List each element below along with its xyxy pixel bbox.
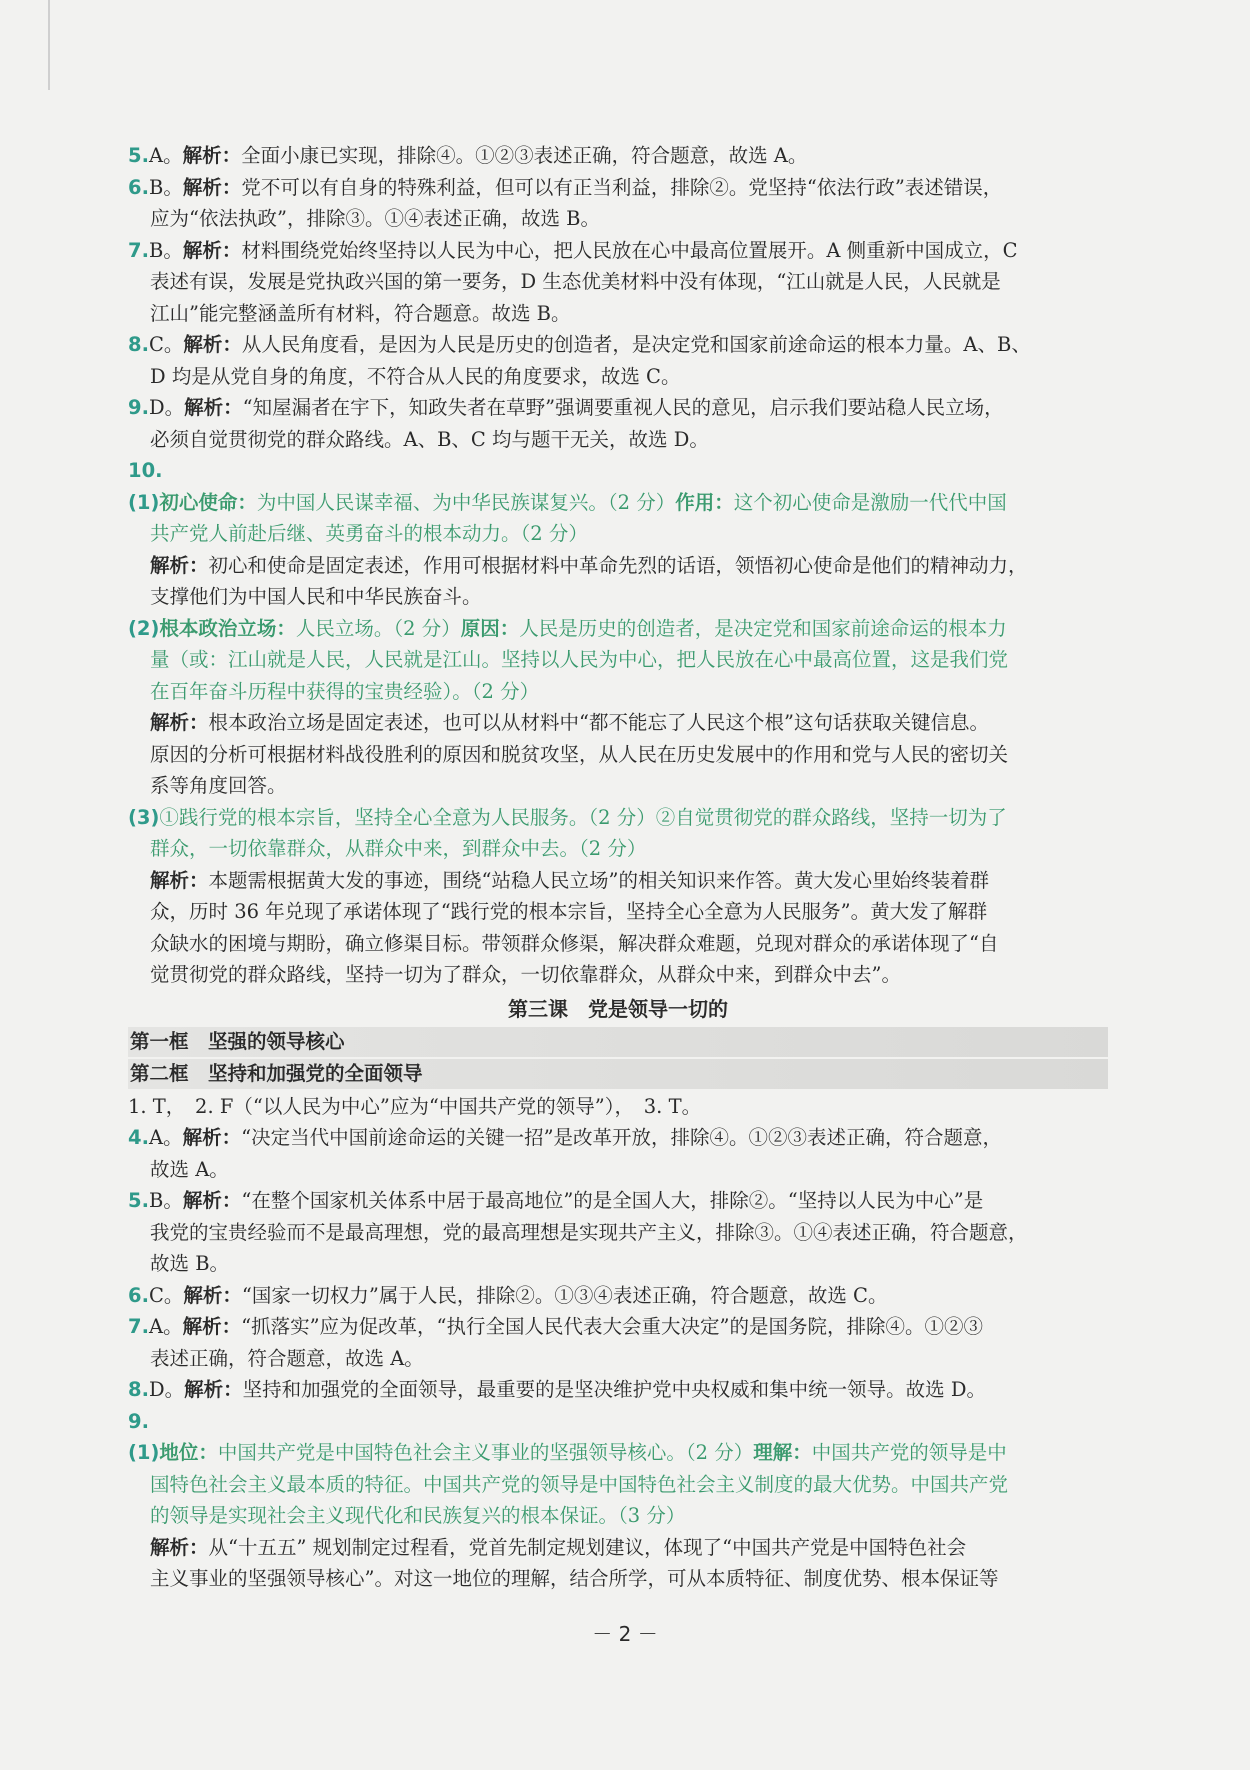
sub-number: (1): [128, 1441, 160, 1464]
analysis-text: 从“十五五” 规划制定过程看，党首先制定规划建议，体现了“中国共产党是中国特色社会: [208, 1535, 967, 1559]
answer-item: [128, 392, 1108, 424]
explanation-line: [128, 1532, 1108, 1564]
analysis-label: 解析：: [182, 1126, 242, 1149]
answer-keyword: 作用：: [675, 490, 734, 514]
analysis-label: 解析：: [183, 333, 242, 356]
answer-keyword: 根本政治立场：: [159, 616, 296, 640]
analysis-text: 党不可以有自身的特殊利益，但可以有正当利益，排除②。党坚持“依法行政”表述错误，: [241, 175, 1003, 199]
answer-choice: B。: [148, 175, 183, 199]
explanation-continuation: [128, 739, 1108, 771]
line-text: 觉贯彻党的群众路线，坚持一切为了群众，一切依靠群众，从群众中来，到群众中去”。: [150, 963, 901, 986]
line-text: 众，历时 36 年兑现了承诺体现了“践行党的根本宗旨，坚持全心全意为人民服务”。黄大发了解群: [150, 900, 988, 923]
question-number: 9.: [128, 1409, 149, 1433]
answer-item: [128, 329, 1108, 361]
sub-answer: [128, 1437, 1108, 1469]
answer-continuation: [128, 518, 1108, 550]
continuation-line: [128, 1343, 1108, 1375]
answer-item: [128, 140, 1108, 172]
question-number: 7.: [128, 238, 149, 262]
answer-choice: A。: [148, 144, 183, 167]
true-false-answers: [128, 1091, 1108, 1123]
line-text: 应为“依法执政”，排除③。①④表述正确，故选 B。: [150, 207, 600, 230]
analysis-label: 解析：: [184, 1378, 243, 1401]
analysis-label: 解析：: [150, 711, 209, 734]
answer-choice: D。: [148, 1378, 185, 1401]
answer-content: [128, 140, 1108, 1595]
line-text: 众缺水的困境与期盼，确立修渠目标。带领群众修渠，解决群众难题，兑现对群众的承诺体现了“自: [150, 931, 999, 955]
question-number: 8.: [128, 1378, 149, 1401]
question-number: 7.: [128, 1315, 149, 1338]
analysis-text: “在整个国家机关体系中居于最高地位”的是全国人大，排除②。“坚持以人民为中心”是: [241, 1189, 984, 1212]
answer-choice: B。: [148, 1189, 183, 1212]
explanation-continuation: [128, 581, 1108, 613]
line-text: 必须自觉贯彻党的群众路线。A、B、C 均与题干无关，故选 D。: [150, 427, 709, 451]
continuation-line: [128, 266, 1108, 298]
analysis-text: 坚持和加强党的全面领导，最重要的是坚决维护党中央权威和集中统一领导。故选 D。: [242, 1378, 986, 1401]
analysis-text: 初心和使命是固定表述，作用可根据材料中革命先烈的话语，领悟初心使命是他们的精神动力，: [208, 553, 1028, 577]
answer-text: 人民是历史的创造者，是决定党和国家前途命运的根本力: [519, 616, 1007, 640]
analysis-label: 解析：: [183, 1283, 242, 1307]
analysis-text: 全面小康已实现，排除④。①②③表述正确，符合题意，故选 A。: [241, 144, 808, 167]
analysis-text: 根本政治立场是固定表述，也可以从材料中“都不能忘了人民这个根”这句话获取关键信息。: [208, 711, 989, 734]
continuation-line: [128, 1154, 1108, 1186]
sub-answer: [128, 802, 1108, 834]
answer-text: 中国共产党的领导是中: [811, 1441, 1007, 1464]
analysis-label: 解析：: [150, 1535, 209, 1559]
explanation-continuation: [128, 770, 1108, 802]
answer-text: 在百年奋斗历程中获得的宝贵经验）。（2 分）: [150, 679, 540, 703]
answer-continuation: [128, 1500, 1108, 1532]
analysis-label: 解析：: [182, 1189, 242, 1212]
sub-number: (3): [128, 805, 160, 829]
question-number: 9.: [128, 396, 149, 419]
answer-choice: B。: [148, 238, 183, 262]
answer-keyword: 地位：: [159, 1441, 218, 1464]
page-fold-line: [48, 0, 50, 90]
analysis-label: 解析：: [150, 868, 209, 892]
explanation-line: [128, 865, 1108, 897]
analysis-label: 解析：: [182, 175, 242, 199]
line-text: 主义事业的坚强领导核心”。对这一地位的理解，结合所学，可从本质特征、制度优势、根本保证等: [150, 1567, 999, 1590]
analysis-text: 材料围绕党始终坚持以人民为中心，把人民放在心中最高位置展开。A 侧重新中国成立，C: [241, 238, 1018, 262]
answer-text: 国特色社会主义最本质的特征。中国共产党的领导是中国特色社会主义制度的最大优势。中国共产党: [150, 1472, 1009, 1496]
continuation-line: [128, 361, 1108, 393]
analysis-label: 解析：: [182, 1315, 242, 1338]
analysis-label: 解析：: [182, 144, 242, 167]
answer-item: [128, 1280, 1108, 1312]
question-number-line: [128, 455, 1108, 487]
line-text: D 均是从党自身的角度，不符合从人民的角度要求，故选 C。: [150, 364, 681, 388]
sub-number: (1): [128, 490, 160, 514]
answer-text: ①践行党的根本宗旨，坚持全心全意为人民服务。（2 分）②自觉贯彻党的群众路线，坚持一切为了: [159, 805, 1007, 829]
question-number: 6.: [128, 175, 149, 199]
line-text: 支撑他们为中国人民和中华民族奋斗。: [150, 585, 482, 608]
continuation-line: [128, 1217, 1108, 1249]
answer-text: 量（或：江山就是人民，人民就是江山。坚持以人民为中心，把人民放在心中最高位置，这是我们党: [150, 648, 1009, 671]
answer-item: [128, 1185, 1108, 1217]
analysis-label: 解析：: [182, 238, 242, 262]
analysis-text: “国家一切权力”属于人民，排除②。①③④表述正确，符合题意，故选 C。: [241, 1283, 888, 1307]
answer-choice: C。: [148, 333, 184, 356]
explanation-line: [128, 550, 1108, 582]
answer-keyword: 理解：: [753, 1441, 812, 1464]
line-text: 我党的宝贵经验而不是最高理想，党的最高理想是实现共产主义，排除③。①④表述正确，符合题意，: [150, 1220, 1028, 1244]
sub-answer: [128, 487, 1108, 519]
line-text: 故选 B。: [150, 1252, 230, 1275]
answer-choice: A。: [148, 1126, 183, 1149]
analysis-text: “决定当代中国前途命运的关键一招”是改革开放，排除④。①②③表述正确，符合题意，: [241, 1126, 1003, 1149]
analysis-text: 从人民角度看，是因为人民是历史的创造者，是决定党和国家前途命运的根本力量。A、B、: [241, 333, 1031, 356]
answer-continuation: [128, 1469, 1108, 1501]
continuation-line: [128, 424, 1108, 456]
question-number: 5.: [128, 144, 149, 167]
answer-text: 的领导是实现社会主义现代化和民族复兴的根本保证。（3 分）: [150, 1504, 686, 1527]
question-number: 6.: [128, 1283, 149, 1307]
answer-item: [128, 1122, 1108, 1154]
line-text: 江山”能完整涵盖所有材料，符合题意。故选 B。: [150, 301, 571, 325]
answer-choice: C。: [148, 1283, 184, 1307]
explanation-continuation: [128, 928, 1108, 960]
explanation-continuation: [128, 1563, 1108, 1595]
explanation-continuation: [128, 959, 1108, 991]
answer-text: 群众，一切依靠群众，从群众中来，到群众中去。（2 分）: [150, 837, 647, 860]
answer-choice: D。: [148, 396, 185, 419]
sub-number: (2): [128, 616, 160, 640]
answer-keyword: 初心使命：: [159, 490, 257, 514]
line-text: 表述有误，发展是党执政兴国的第一要务，D 生态优美材料中没有体现，“江山就是人民，人民就是: [150, 270, 1001, 293]
answer-text: 共产党人前赴后继、英勇奋斗的根本动力。（2 分）: [150, 522, 588, 545]
answer-continuation: [128, 644, 1108, 676]
line-text: 1. T， 2. F（“以人民为中心”应为“中国共产党的领导”）， 3. T。: [128, 1094, 702, 1118]
line-text: 故选 A。: [150, 1157, 229, 1181]
section-heading: 第一框 坚强的领导核心: [128, 1027, 1108, 1057]
explanation-continuation: [128, 896, 1108, 928]
lesson-title: 第三课 党是领导一切的: [508, 996, 728, 1021]
answer-continuation: [128, 833, 1108, 865]
question-number: 5.: [128, 1189, 149, 1212]
answer-item: [128, 172, 1108, 204]
explanation-line: [128, 707, 1108, 739]
line-text: 表述正确，符合题意，故选 A。: [150, 1346, 424, 1370]
question-number: 4.: [128, 1126, 149, 1149]
answer-item: [128, 1374, 1108, 1406]
continuation-line: [128, 1248, 1108, 1280]
analysis-text: 本题需根据黄大发的事迹，围绕“站稳人民立场”的相关知识来作答。黄大发心里始终装着群: [208, 868, 989, 892]
line-text: 系等角度回答。: [150, 774, 287, 797]
analysis-text: “抓落实”应为促改革，“执行全国人民代表大会重大决定”的是国务院，排除④。①②③: [241, 1315, 983, 1338]
analysis-label: 解析：: [184, 396, 243, 419]
continuation-line: [128, 298, 1108, 330]
page-number: － 2 －: [592, 1622, 658, 1646]
question-number-line: [128, 1406, 1108, 1438]
continuation-line: [128, 203, 1108, 235]
answer-item: [128, 235, 1108, 267]
answer-keyword: 原因：: [460, 616, 520, 640]
answer-text: 人民立场。（2 分）: [295, 616, 461, 640]
sub-answer: [128, 613, 1108, 645]
question-number: 10.: [128, 459, 163, 482]
answer-text: 为中国人民谋幸福、为中华民族谋复兴。（2 分）: [256, 490, 676, 514]
question-number: 8.: [128, 333, 149, 356]
analysis-label: 解析：: [150, 553, 209, 577]
section-heading: 第二框 坚持和加强党的全面领导: [128, 1059, 1108, 1089]
answer-text: 这个初心使命是激励一代代中国: [733, 490, 1007, 514]
analysis-text: “知屋漏者在宇下，知政失者在草野”强调要重视人民的意见，启示我们要站稳人民立场，: [242, 396, 1004, 419]
answer-choice: A。: [148, 1315, 183, 1338]
answer-item: [128, 1311, 1108, 1343]
answer-text: 中国共产党是中国特色社会主义事业的坚强领导核心。（2 分）: [217, 1441, 754, 1464]
answer-continuation: [128, 676, 1108, 708]
line-text: 原因的分析可根据材料战役胜利的原因和脱贫攻坚，从人民在历史发展中的作用和党与人民的密切关: [150, 742, 1009, 766]
